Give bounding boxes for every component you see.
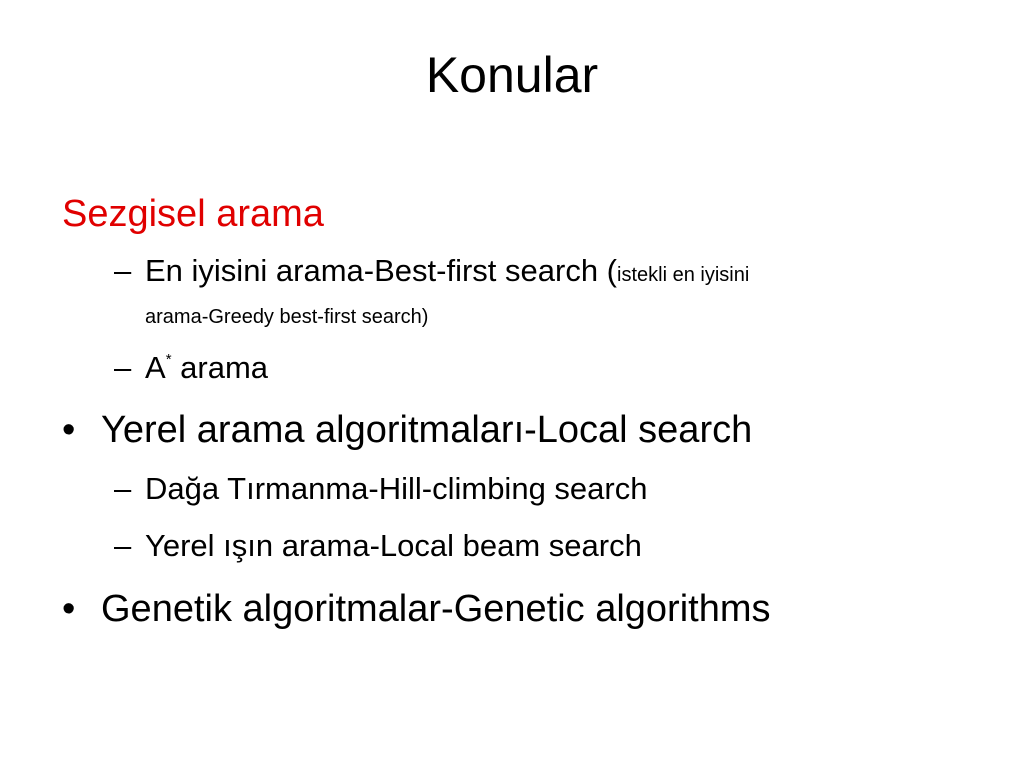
subitem-a-star — [145, 349, 268, 387]
bullet-marker: • — [62, 588, 76, 630]
subitem-a-star-after: arama — [171, 350, 269, 385]
bullet-marker: • — [62, 409, 76, 451]
item-genetic-algorithms: Genetik algoritmalar-Genetic algorithms — [101, 588, 771, 630]
subitem-best-first — [145, 252, 749, 294]
dash-marker: – — [114, 253, 132, 288]
dash-marker: – — [114, 528, 132, 563]
heading-sezgisel-arama: Sezgisel arama — [62, 193, 324, 235]
subitem-hill-climbing: Dağa Tırmanma-Hill-climbing search — [145, 471, 648, 506]
slide-title: Konular — [425, 47, 599, 103]
subitem-local-beam: Yerel ışın arama-Local beam search — [145, 528, 642, 563]
subitem-best-first-continuation: arama-Greedy best-first search) — [145, 306, 429, 328]
subitem-a-star-superscript: * — [165, 351, 172, 368]
dash-marker: – — [114, 350, 132, 385]
dash-marker: – — [114, 471, 132, 506]
subitem-a-star-text: A — [145, 350, 166, 385]
item-local-search: Yerel arama algoritmaları-Local search — [101, 409, 753, 451]
subitem-best-first-small: istekli en iyisini — [617, 264, 750, 286]
subitem-best-first-text: En iyisini arama-Best-first search ( — [145, 253, 618, 288]
